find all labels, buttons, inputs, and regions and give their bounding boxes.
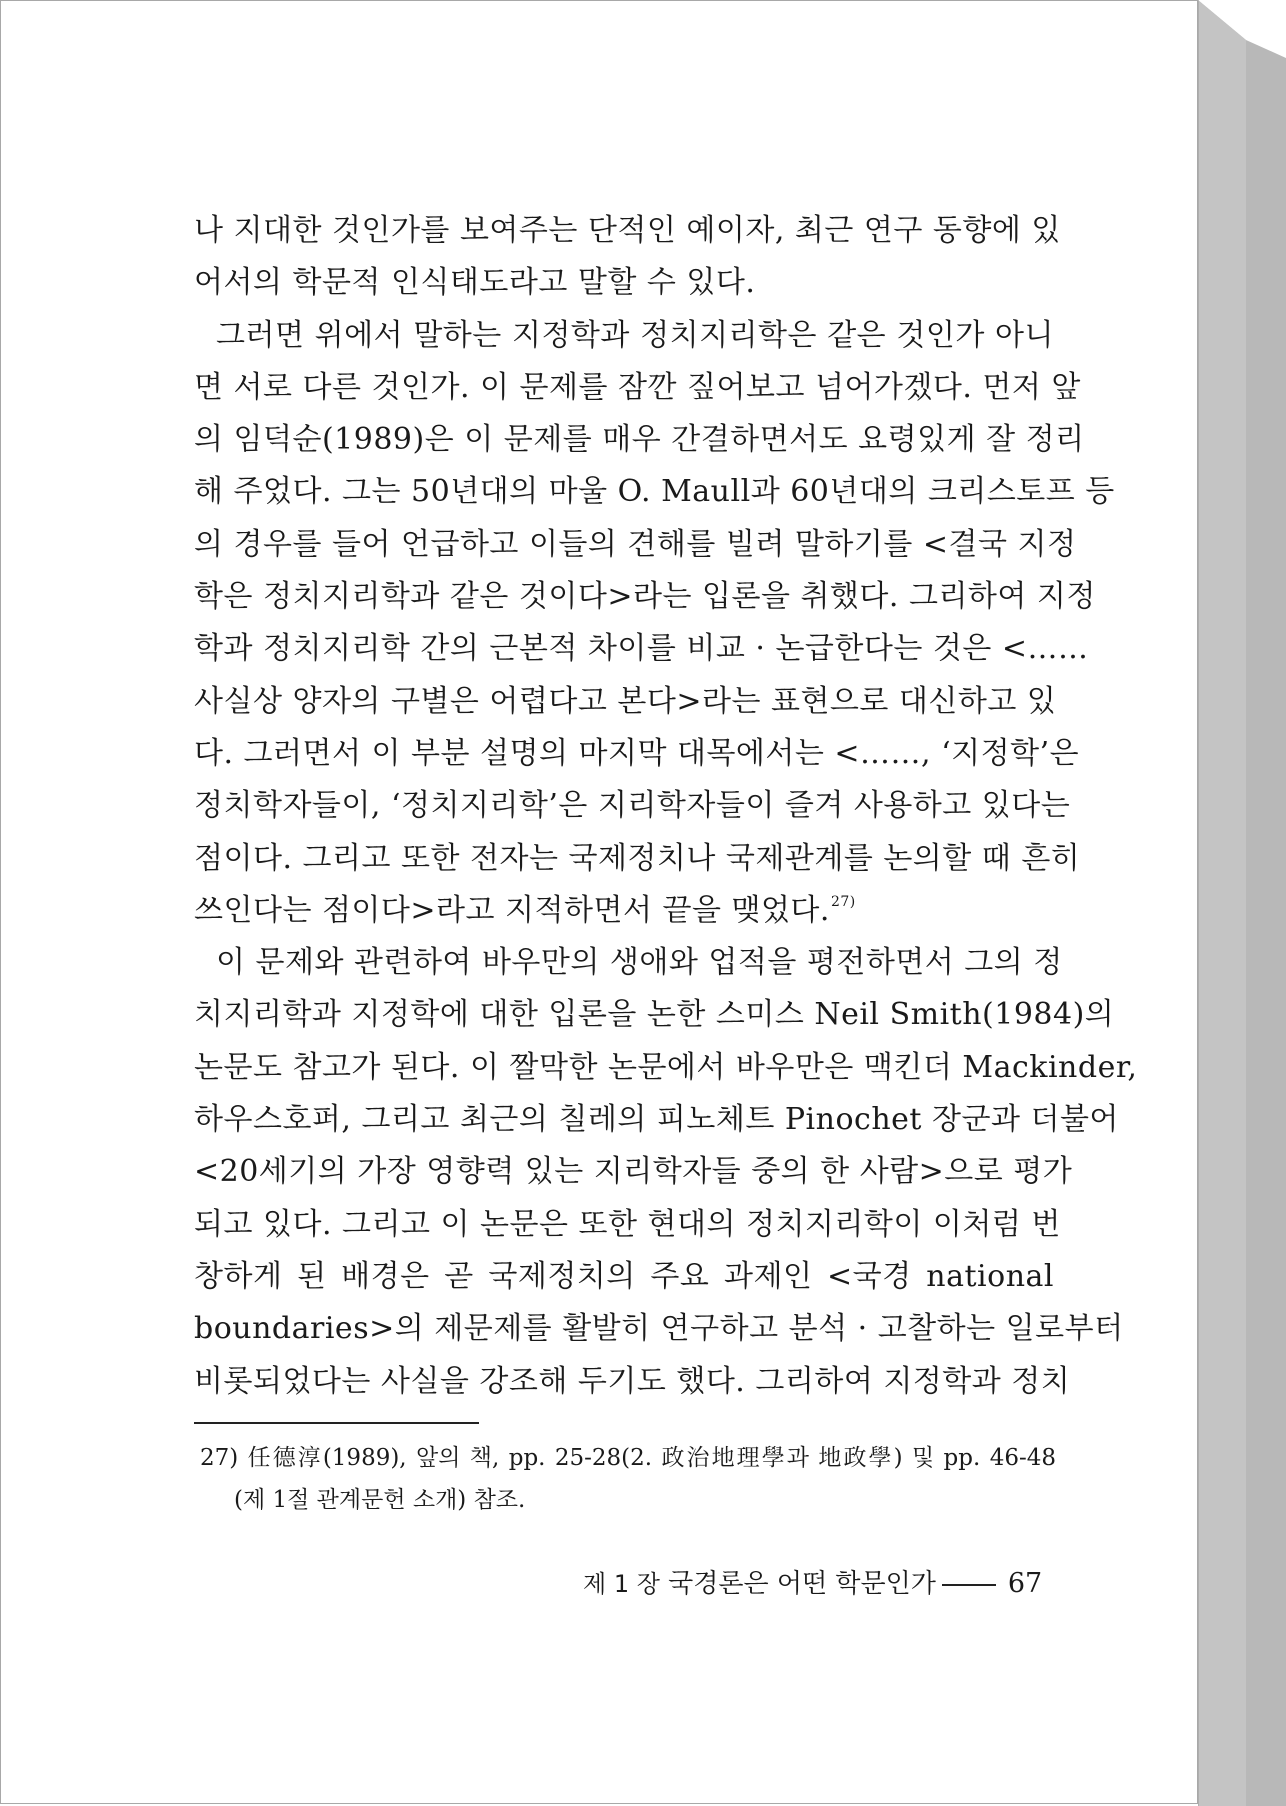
body-line: boundaries>의 제문제를 활발히 연구하고 분석 · 고찰하는 일로부터 bbox=[194, 1311, 1124, 1347]
footnotes bbox=[200, 1437, 1056, 1521]
body-line: 창하게 된 배경은 곧 국제정치의 주요 과제인 <국경 national bbox=[194, 1258, 1054, 1294]
footnote-line: 27) 任德淳(1989), 앞의 책, pp. 25-28(2. 政治地理學과 地政學) 및 pp. 46-48 bbox=[200, 1445, 1056, 1471]
body-line: 정치학자들이, ‘정치지리학’은 지리학자들이 즐겨 사용하고 있다는 bbox=[194, 788, 1071, 824]
body-line: 어서의 학문적 인식태도라고 말할 수 있다. bbox=[194, 265, 756, 301]
body-line: 하우스호퍼, 그리고 최근의 칠레의 피노체트 Pinochet 장군과 더불어 bbox=[194, 1102, 1119, 1138]
body-line: 논문도 참고가 된다. 이 짤막한 논문에서 바우만은 맥킨더 Mackinder, bbox=[194, 1049, 1138, 1085]
running-footer bbox=[583, 1562, 1042, 1606]
body-line: 의 임덕순(1989)은 이 문제를 매우 간결하면서도 요령있게 잘 정리 bbox=[194, 422, 1085, 458]
body-line: 학과 정치지리학 간의 근본적 차이를 비교 · 논급한다는 것은 <…… bbox=[194, 631, 1089, 667]
footnote-reference: 27) bbox=[830, 893, 856, 910]
body-line: <20세기의 가장 영향력 있는 지리학자들 중의 한 사람>으로 평가 bbox=[194, 1154, 1073, 1190]
body-line: 나 지대한 것인가를 보여주는 단적인 예이자, 최근 연구 동향에 있 bbox=[194, 213, 1061, 248]
body-line: 면 서로 다른 것인가. 이 문제를 잠깐 짚어보고 넘어가겠다. 먼저 앞 bbox=[194, 369, 1081, 405]
body-text bbox=[194, 205, 1138, 1408]
body-line: 학은 정치지리학과 같은 것이다>라는 입론을 취했다. 그리하여 지정 bbox=[194, 579, 1096, 615]
body-line: 다. 그러면서 이 부분 설명의 마지막 대목에서는 <……, ‘지정학’은 bbox=[194, 735, 1080, 771]
body-line: 되고 있다. 그리고 이 논문은 또한 현대의 정치지리학이 이처럼 번 bbox=[194, 1206, 1061, 1242]
body-line: 그러면 위에서 말하는 지정학과 정치지리학은 같은 것인가 아니 bbox=[216, 317, 1054, 353]
body-line: 의 경우를 들어 언급하고 이들의 견해를 빌려 말하기를 <결국 지정 bbox=[194, 526, 1077, 562]
footer-dash bbox=[942, 1584, 996, 1586]
body-line: 치지리학과 지정학에 대한 입론을 논한 스미스 Neil Smith(1984)의 bbox=[194, 997, 1115, 1033]
chapter-title: 국경론은 어떤 학문인가 bbox=[668, 1569, 936, 1599]
body-line-text: 쓰인다는 점이다>라고 지적하면서 끝을 맺었다. bbox=[194, 892, 830, 928]
chapter-label: 제 1 장 bbox=[583, 1570, 660, 1598]
body-line: 이 문제와 관련하여 바우만의 생애와 업적을 평전하면서 그의 정 bbox=[216, 945, 1063, 981]
footnote-line: (제 1절 관계문헌 소개) 참조. bbox=[234, 1487, 526, 1513]
page-number: 67 bbox=[1007, 1568, 1043, 1599]
body-line-with-footnote bbox=[194, 885, 1054, 937]
body-line: 점이다. 그리고 또한 전자는 국제정치나 국제관계를 논의할 때 흔히 bbox=[194, 840, 1081, 876]
body-line: 사실상 양자의 구별은 어렵다고 본다>라는 표현으로 대신하고 있 bbox=[194, 683, 1057, 719]
body-line: 비롯되었다는 사실을 강조해 두기도 했다. 그리하여 지정학과 정치 bbox=[194, 1363, 1071, 1399]
body-line: 해 주었다. 그는 50년대의 마울 O. Maull과 60년대의 크리스토프 등 bbox=[194, 474, 1115, 510]
footnote-divider bbox=[194, 1422, 479, 1424]
book-stack-edge bbox=[1198, 0, 1286, 1806]
